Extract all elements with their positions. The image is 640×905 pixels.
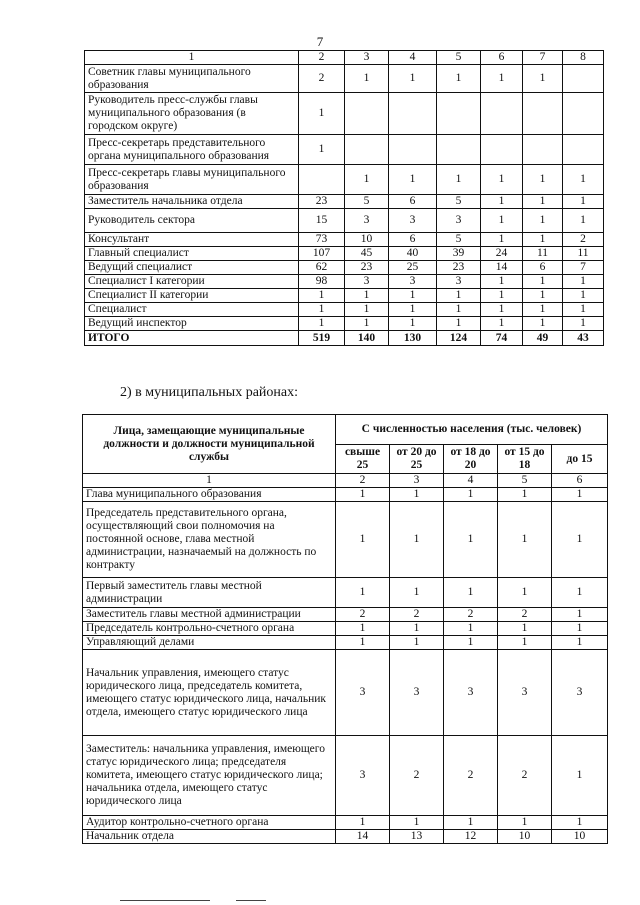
position-name: Заместитель начальника отдела [85, 195, 299, 209]
col-header-population: С численностью населения (тыс. человек) [336, 415, 608, 445]
staff-count: 1 [390, 578, 444, 608]
column-number: 5 [498, 474, 552, 488]
footer-rule [236, 900, 266, 901]
table-row [85, 247, 604, 261]
table-row [83, 830, 608, 844]
position-name: Ведущий инспектор [85, 317, 299, 331]
staff-count: 3 [437, 209, 481, 233]
staff-count: 10 [498, 830, 552, 844]
staff-count: 1 [389, 289, 437, 303]
column-number-row [83, 474, 608, 488]
staff-count: 1 [523, 195, 563, 209]
staff-count: 1 [481, 165, 523, 195]
staff-count: 5 [437, 233, 481, 247]
staff-count [437, 93, 481, 135]
table-row [83, 816, 608, 830]
staff-count: 1 [552, 488, 608, 502]
staff-count: 1 [523, 233, 563, 247]
staff-count: 15 [299, 209, 345, 233]
table-row [83, 636, 608, 650]
staff-count: 2 [444, 608, 498, 622]
staff-count: 1 [444, 816, 498, 830]
table-row [85, 195, 604, 209]
position-name: Ведущий специалист [85, 261, 299, 275]
staff-count: 25 [389, 261, 437, 275]
total-label: ИТОГО [85, 331, 299, 346]
staff-count: 1 [299, 135, 345, 165]
staff-count: 1 [336, 578, 390, 608]
col-header-over-25: свыше 25 [336, 445, 390, 474]
table-row [85, 303, 604, 317]
staff-count: 1 [498, 502, 552, 578]
staff-count: 1 [552, 502, 608, 578]
staff-count: 1 [444, 578, 498, 608]
staff-count: 1 [552, 608, 608, 622]
staff-count: 6 [523, 261, 563, 275]
column-number: 6 [481, 51, 523, 65]
staff-count: 1 [390, 622, 444, 636]
table-row [83, 578, 608, 608]
position-name: Начальник управления, имеющего статус юридического лица, председатель комитета, имеющего статус юридического лица, начальник отдела, имеющего статус юридического лица [83, 650, 336, 736]
staff-count: 3 [444, 650, 498, 736]
staff-count: 1 [389, 165, 437, 195]
staff-count: 11 [523, 247, 563, 261]
table-header-row [85, 51, 604, 65]
staff-count [523, 93, 563, 135]
staff-count: 1 [563, 195, 604, 209]
staff-count: 1 [444, 488, 498, 502]
staff-count: 1 [563, 303, 604, 317]
staff-count: 1 [481, 317, 523, 331]
staff-count: 1 [552, 622, 608, 636]
total-count: 140 [345, 331, 389, 346]
staff-count: 3 [437, 275, 481, 289]
table-row [85, 233, 604, 247]
staff-count: 1 [345, 317, 389, 331]
staff-count: 12 [444, 830, 498, 844]
staff-count: 1 [498, 488, 552, 502]
staff-count [523, 135, 563, 165]
position-name: Заместитель главы местной администрации [83, 608, 336, 622]
staff-count: 1 [481, 233, 523, 247]
staff-count [563, 135, 604, 165]
position-name: Начальник отдела [83, 830, 336, 844]
staff-count: 2 [299, 65, 345, 93]
staff-count: 1 [390, 502, 444, 578]
table-row [83, 488, 608, 502]
staff-count: 1 [481, 65, 523, 93]
column-number: 7 [523, 51, 563, 65]
staff-count: 2 [390, 608, 444, 622]
table-row [83, 608, 608, 622]
staff-count: 2 [444, 736, 498, 816]
staff-count: 2 [390, 736, 444, 816]
position-name: Консультант [85, 233, 299, 247]
position-name: Пресс-секретарь главы муниципального образования [85, 165, 299, 195]
staff-table-districts [82, 414, 608, 844]
column-number: 6 [552, 474, 608, 488]
staff-count: 1 [523, 209, 563, 233]
position-name: Аудитор контрольно-счетного органа [83, 816, 336, 830]
position-name: Специалист [85, 303, 299, 317]
staff-count: 1 [345, 289, 389, 303]
staff-table-urban [84, 50, 604, 346]
position-name: Руководитель сектора [85, 209, 299, 233]
staff-count: 3 [345, 209, 389, 233]
staff-count: 1 [299, 303, 345, 317]
position-name: Главный специалист [85, 247, 299, 261]
table-row [85, 93, 604, 135]
table-row [85, 65, 604, 93]
staff-count: 1 [444, 502, 498, 578]
staff-count: 2 [498, 608, 552, 622]
staff-count [481, 93, 523, 135]
staff-count: 1 [523, 275, 563, 289]
column-number: 2 [336, 474, 390, 488]
staff-count: 1 [437, 165, 481, 195]
staff-count: 1 [481, 303, 523, 317]
table-row [85, 209, 604, 233]
staff-count: 1 [389, 65, 437, 93]
position-name: Председатель представительного органа, осуществляющий свои полномочия на постоянной основе, глава местной администрации, назначаемый на должность по контракту [83, 502, 336, 578]
staff-count: 1 [523, 65, 563, 93]
staff-count: 1 [481, 195, 523, 209]
staff-count: 45 [345, 247, 389, 261]
staff-count: 1 [523, 289, 563, 303]
total-count: 519 [299, 331, 345, 346]
staff-count: 1 [563, 289, 604, 303]
staff-count: 1 [437, 65, 481, 93]
table-row [83, 622, 608, 636]
column-number: 4 [389, 51, 437, 65]
staff-count: 1 [345, 165, 389, 195]
staff-count: 98 [299, 275, 345, 289]
staff-count: 5 [437, 195, 481, 209]
staff-count: 10 [345, 233, 389, 247]
col-header-under-15: до 15 [552, 445, 608, 474]
staff-count: 3 [498, 650, 552, 736]
staff-count [563, 93, 604, 135]
staff-count: 7 [563, 261, 604, 275]
staff-count: 1 [481, 209, 523, 233]
column-number: 4 [444, 474, 498, 488]
staff-count: 5 [345, 195, 389, 209]
page-number: 7 [316, 34, 324, 49]
staff-count [299, 165, 345, 195]
staff-count: 1 [437, 289, 481, 303]
staff-count: 1 [345, 303, 389, 317]
staff-count: 13 [390, 830, 444, 844]
staff-count: 11 [563, 247, 604, 261]
position-name: Руководитель пресс-службы главы муниципального образования (в городском округе) [85, 93, 299, 135]
total-row [85, 331, 604, 346]
staff-count: 1 [437, 303, 481, 317]
staff-count: 1 [552, 736, 608, 816]
total-count: 49 [523, 331, 563, 346]
staff-count [481, 135, 523, 165]
staff-count: 3 [389, 275, 437, 289]
staff-count: 3 [345, 275, 389, 289]
staff-count: 1 [299, 317, 345, 331]
staff-count: 1 [523, 165, 563, 195]
position-name: Специалист II категории [85, 289, 299, 303]
staff-count: 6 [389, 195, 437, 209]
staff-count: 1 [389, 317, 437, 331]
staff-count: 1 [336, 636, 390, 650]
staff-count: 1 [299, 289, 345, 303]
staff-count: 1 [498, 636, 552, 650]
staff-count: 73 [299, 233, 345, 247]
table-row [85, 135, 604, 165]
staff-count: 1 [523, 303, 563, 317]
staff-count: 14 [481, 261, 523, 275]
staff-count: 1 [552, 636, 608, 650]
staff-count: 1 [336, 816, 390, 830]
col-header-positions: Лица, замещающие муниципальные должности и должности муниципальной службы [83, 415, 336, 474]
total-count: 124 [437, 331, 481, 346]
staff-count: 1 [563, 317, 604, 331]
staff-count: 62 [299, 261, 345, 275]
staff-count: 1 [345, 65, 389, 93]
total-count: 74 [481, 331, 523, 346]
staff-count: 3 [552, 650, 608, 736]
column-number: 1 [85, 51, 299, 65]
position-name: Пресс-секретарь представительного органа муниципального образования [85, 135, 299, 165]
staff-count: 3 [336, 650, 390, 736]
staff-count: 39 [437, 247, 481, 261]
staff-count: 1 [390, 488, 444, 502]
staff-count [345, 93, 389, 135]
staff-count: 3 [390, 650, 444, 736]
staff-count: 107 [299, 247, 345, 261]
staff-count [563, 65, 604, 93]
total-count: 130 [389, 331, 437, 346]
staff-count: 2 [498, 736, 552, 816]
position-name: Управляющий делами [83, 636, 336, 650]
staff-count: 1 [563, 165, 604, 195]
table-row [85, 261, 604, 275]
staff-count: 1 [498, 622, 552, 636]
staff-count: 1 [336, 488, 390, 502]
staff-count: 1 [390, 636, 444, 650]
column-number: 1 [83, 474, 336, 488]
staff-count: 1 [389, 303, 437, 317]
table-row [85, 317, 604, 331]
position-name: Председатель контрольно-счетного органа [83, 622, 336, 636]
staff-count: 6 [389, 233, 437, 247]
col-header-15-18: от 15 до 18 [498, 445, 552, 474]
col-header-20-25: от 20 до 25 [390, 445, 444, 474]
staff-count: 1 [481, 289, 523, 303]
position-name: Специалист I категории [85, 275, 299, 289]
position-name: Заместитель: начальника управления, имеющего статус юридического лица; председателя комитета, имеющего статус юридического лица; начальника отдела, имеющего статус юридического лица [83, 736, 336, 816]
table-row [83, 650, 608, 736]
staff-count: 1 [390, 816, 444, 830]
table-row [85, 275, 604, 289]
staff-count: 23 [345, 261, 389, 275]
staff-count: 40 [389, 247, 437, 261]
staff-count: 23 [299, 195, 345, 209]
staff-count: 1 [552, 578, 608, 608]
position-name: Глава муниципального образования [83, 488, 336, 502]
staff-count [437, 135, 481, 165]
staff-count [389, 93, 437, 135]
col-header-18-20: от 18 до 20 [444, 445, 498, 474]
section-subtitle: 2) в муниципальных районах: [120, 385, 299, 400]
staff-count: 1 [444, 622, 498, 636]
staff-count: 2 [336, 608, 390, 622]
staff-count: 3 [336, 736, 390, 816]
table-row [83, 502, 608, 578]
staff-count: 10 [552, 830, 608, 844]
staff-count: 1 [498, 816, 552, 830]
staff-count: 1 [563, 275, 604, 289]
staff-count: 14 [336, 830, 390, 844]
column-number: 2 [299, 51, 345, 65]
table-row [85, 165, 604, 195]
column-number: 3 [345, 51, 389, 65]
staff-count: 1 [336, 502, 390, 578]
staff-count: 2 [563, 233, 604, 247]
total-count: 43 [563, 331, 604, 346]
staff-count [389, 135, 437, 165]
staff-count: 24 [481, 247, 523, 261]
staff-count: 1 [444, 636, 498, 650]
staff-count: 1 [498, 578, 552, 608]
staff-count: 1 [523, 317, 563, 331]
column-number: 5 [437, 51, 481, 65]
staff-count: 1 [437, 317, 481, 331]
table-row [83, 736, 608, 816]
footer-rule [120, 900, 210, 901]
staff-count: 1 [563, 209, 604, 233]
staff-count: 3 [389, 209, 437, 233]
table-row [85, 289, 604, 303]
staff-count: 1 [299, 93, 345, 135]
column-number: 3 [390, 474, 444, 488]
position-name: Первый заместитель главы местной администрации [83, 578, 336, 608]
staff-count: 1 [481, 275, 523, 289]
position-name: Советник главы муниципального образования [85, 65, 299, 93]
column-number: 8 [563, 51, 604, 65]
staff-count [345, 135, 389, 165]
staff-count: 1 [336, 622, 390, 636]
staff-count: 1 [552, 816, 608, 830]
staff-count: 23 [437, 261, 481, 275]
